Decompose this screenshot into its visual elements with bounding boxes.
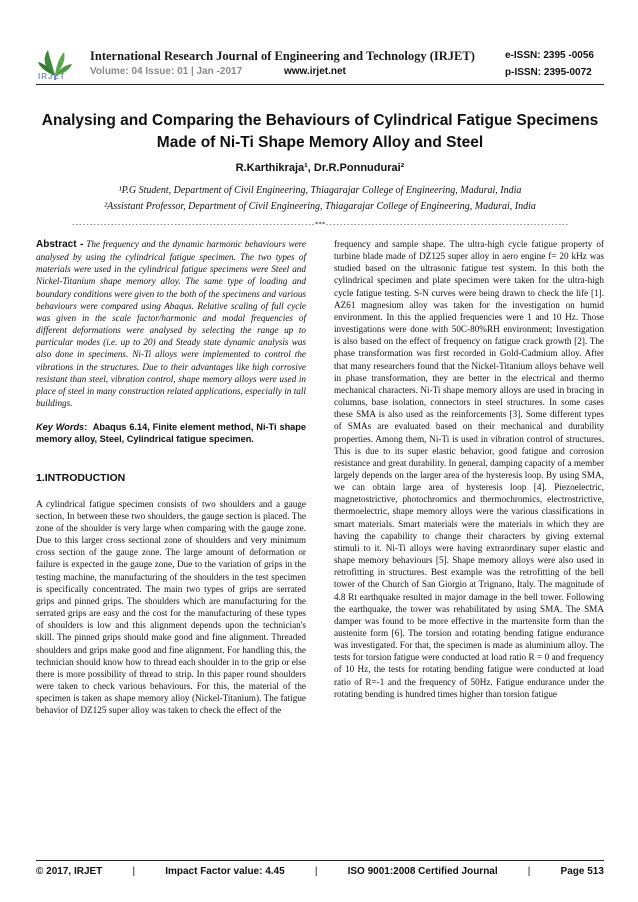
article-title: Analysing and Comparing the Behaviours of Cylindrical Fatigue Specimens Made of Ni-Ti Shape Memory Alloy and Steel xyxy=(41,112,599,151)
section-separator: ---------------------------------------------------------------------***--------------------------------------------------------------------- xyxy=(71,221,569,228)
section-heading-introduction: 1.INTRODUCTION xyxy=(36,471,126,484)
keywords-label: Key Words xyxy=(36,422,85,433)
affiliation-1: ¹P.G Student, Department of Civil Engineering, Thiagarajar College of Engineering, Madurai, India xyxy=(118,185,522,196)
eissn: e-ISSN: 2395 -0056 xyxy=(505,50,594,61)
footer-divider-3: | xyxy=(527,866,531,877)
introduction-text-left: A cylindrical fatigue specimen consists of two shoulders and a gauge section, In between these two shoulders, the gauge section is placed. The zone of the shoulder is very large when comparing with the gauge zone. Due to this larger cross sectional zone of shoulders and very minimum cross section of the gauge zone. The large amount of deformation or failure is expected in the gauge zone, Due to the variation of grips in the testing machine, the manufacturing of the shoulders in the test specimen is specifically concentrated. The main two types of grips are serrated grips and pinned grips. The shoulders which are manufacturing for the serrated grips are easy and the cost for the manufacturing of these types of shoulders is low and this alignment depends upon the technician's skill. The pinned grips should make good and fine alignment. Threaded shoulders and grips make good and fine alignment. For handling this, the technician should know how to thread each shoulder in to the grip or else there is more possibility of thread to strip. In this paper round shoulders were taken to check various behaviours. For this, the material of the specimen is taken as shape memory alloy (Nickel-Titanium). The fatigue behavior of DZ125 super alloy was taken to check the effect of the xyxy=(36,498,306,716)
left-column xyxy=(36,238,306,716)
pissn: p-ISSN: 2395-0072 xyxy=(505,67,592,78)
abstract xyxy=(36,238,306,409)
journal-title: International Research Journal of Engineering and Technology (IRJET) xyxy=(90,49,475,63)
footer-divider-2: | xyxy=(314,866,318,877)
footer-divider xyxy=(36,860,604,861)
logo-text: IRJET xyxy=(38,72,66,81)
introduction-text-right: frequency and sample shape. The ultra-high cycle fatigue property of turbine blade made of DZ125 super alloy in aero engine f= 20 kHz was studied based on the ultrasonic fatigue test system. In this both the cylindrical specimen and plate specimen were taken for the ultra-high cycle fatigue testing. S-N curves were being drawn to check the life [1]. AZ61 magnesium alloy was taken for the investigation on humid environment. In this the applied frequencies were 1 and 10 Hz. Those investigations were done with 50C-80%RH environment; Investigation is also based on the effect of frequency on fatigue crack growth [2]. The phase transformation was first recorded in Gold-Cadmium alloy. After that many researchers found that the Nickel-Titanium alloys behave well in phase transformation, they are better in the electrical and thermo mechanical characters. Ni-Ti shape memory alloys are used in bracing in columns, base isolation, connectors in steel structures. In some cases these SMA is also used as the reinforcements [3]. Some different types of SMAs are evaluated based on their mechanical and durability properties. Among them, Ni-Ti is used in vibration control of structures. This is due to its super elastic behavior, good fatigue and corrosion resistance and great durability. In general, damping capacity of a member largely depends on the larger area of the hysteresis loop. By using SMA, we can obtain large area of hysteresis loop [4]. Piezoelectric, magnetostrictive, photochromics and thermochromics, electrostrictive, thermoelectric, shape memory alloys were the various classifications in smart materials. Smart materials were the materials in which they are having the capability to change their characters by giving external stimuli to it. Ni-Ti alloys were having extraordinary super elastic and shape memory behaviours [5]. Shape memory alloys were also used in retrofitting in structures. Best example was the retrofitting of the bell tower of the Church of San Giorgio at Trignano, Italy. The magnitude of 4.8 Rt earthquake resulted in major damage in the bell tower. Following the earthquake, the tower was rehabilitated by using SMA. The SMA damper was found to be more effective in the martensite form than the austenite form [6]. The torsion and rotating bending fatigue endurance was investigated. For that, the specimen is made as aluminium alloy. The tests for torsion fatigue were conducted at load ratio R = 0 and frequency of 10 Hz, the tests for rotating bending fatigue were conducted at load ratio of R=-1 and the frequency of 50Hz. Fatigue endurance under the rotating bending is hundred times higher than torsion fatigue xyxy=(334,239,604,699)
footer-copyright: © 2017, IRJET xyxy=(36,866,103,877)
affiliation-2: ²Assistant Professor, Department of Civil Engineering, Thiagarajar College of Engineering, Madurai, India xyxy=(104,201,536,212)
abstract-text: The frequency and the dynamic harmonic behaviours were analysed by using the cylindrical fatigue specimen. The two types of materials were used in the cylindrical fatigue specimens were Steel and Nickel-Titanium shape memory alloy. The same type of loading and boundary conditions were given to the both of the specimens and various behaviours were compared using Abaqus. Relative scaling of full cycle was given in the scale factor/harmonic and modal frequencies of different deformations were analysed by selecting the range up to particular modes (i.e. up to 20) and Steady state dynamic analysis was also done in specimens. Ni-Ti alloys were implemented to control the vibrations in the structures. Due to their advantages like high corrosive resistant than steel, vibration control, shape memory alloys were used in place of steel in many construction related applications, especially in tall buildings. xyxy=(36,239,306,409)
page-footer xyxy=(36,866,604,877)
abstract-label: Abstract - xyxy=(36,239,84,250)
keywords: Key Words: Abaqus 6.14, Finite element method, Ni-Ti shape memory alloy, Steel, Cylindrical fatigue specimen. xyxy=(36,422,307,445)
footer-iso: ISO 9001:2008 Certified Journal xyxy=(347,866,498,877)
keywords-text: Abaqus 6.14, Finite element method, Ni-Ti shape memory alloy, Steel, Cylindrical fatigue specimen. xyxy=(36,422,307,445)
footer-impact-factor: Impact Factor value: 4.45 xyxy=(165,866,285,877)
footer-page-number: Page 513 xyxy=(560,866,604,877)
volume-issue: Volume: 04 Issue: 01 | Jan -2017 xyxy=(90,66,243,77)
footer-divider-1: | xyxy=(132,866,136,877)
journal-website-link[interactable]: www.irjet.net xyxy=(284,66,346,77)
article-authors: R.Karthikraja¹, Dr.R.Ponnudurai² xyxy=(235,162,405,174)
right-column xyxy=(334,238,604,700)
header-divider xyxy=(36,84,604,85)
